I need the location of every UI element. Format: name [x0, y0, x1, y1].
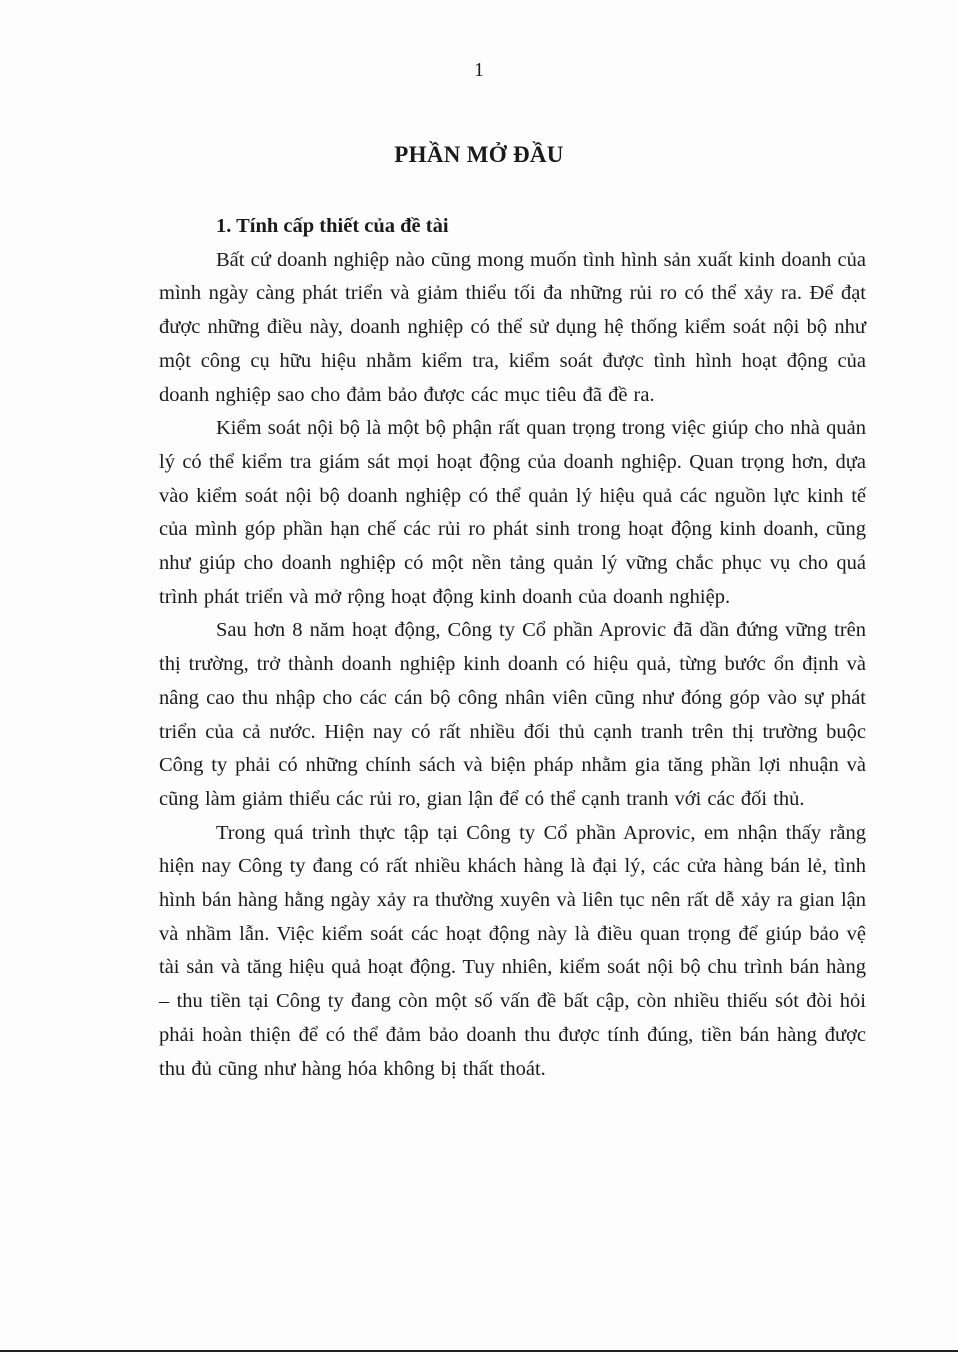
page-title: PHẦN MỞ ĐẦU: [394, 142, 564, 167]
paragraph-2: Kiểm soát nội bộ là một bộ phận rất quan trọng trong việc giúp cho nhà quản lý có thể kiểm tra giám sát mọi hoạt động của doanh nghiệp. Quan trọng hơn, dựa vào kiểm soát nội bộ doanh nghiệp có thể quản lý hiệu quả các nguồn lực kinh tế của mình góp phần hạn chế các rủi ro phát sinh trong hoạt động kinh doanh, cũng như giúp cho doanh nghiệp có một nền tảng quản lý vững chắc phục vụ cho quá trình phát triển và mở rộng hoạt động kinh doanh của doanh nghiệp.: [159, 417, 866, 608]
paragraph-3: Sau hơn 8 năm hoạt động, Công ty Cổ phần Aprovic đã dần đứng vững trên thị trường, trở thành doanh nghiệp kinh doanh có hiệu quả, từng bước ổn định và nâng cao thu nhập cho các cán bộ công nhân viên cũng như đóng góp vào sự phát triển của cả nước. Hiện nay có rất nhiều đối thủ cạnh tranh trên thị trường buộc Công ty phải có những chính sách và biện pháp nhằm gia tăng phần lợi nhuận và cũng làm giảm thiểu các rủi ro, gian lận để có thể cạnh tranh với các đối thủ.: [159, 619, 866, 810]
section-body: [159, 210, 866, 1086]
section-heading: 1. Tính cấp thiết của đề tài: [216, 215, 449, 237]
paragraph-4: Trong quá trình thực tập tại Công ty Cổ phần Aprovic, em nhận thấy rằng hiện nay Công ty đang có rất nhiều khách hàng là đại lý, các cửa hàng bán lẻ, tình hình bán hàng hằng ngày xảy ra thường xuyên và liên tục nên rất dễ xảy ra gian lận và nhầm lẫn. Việc kiểm soát các hoạt động này là điều quan trọng để giúp bảo vệ tài sản và tăng hiệu quả hoạt động. Tuy nhiên, kiểm soát nội bộ chu trình bán hàng – thu tiền tại Công ty đang còn một số vấn đề bất cập, còn nhiều thiếu sót đòi hỏi phải hoàn thiện để có thể đảm bảo doanh thu được tính đúng, tiền bán hàng được thu đủ cũng như hàng hóa không bị thất thoát.: [159, 821, 866, 1080]
bottom-divider: [0, 1350, 958, 1352]
page-number: 1: [474, 59, 484, 81]
paragraph-1: Bất cứ doanh nghiệp nào cũng mong muốn tình hình sản xuất kinh doanh của mình ngày càng phát triển và giảm thiểu tối đa những rủi ro có thể xảy ra. Để đạt được những điều này, doanh nghiệp có thể sử dụng hệ thống kiểm soát nội bộ như một công cụ hữu hiệu nhằm kiểm tra, kiểm soát được tình hình hoạt động của doanh nghiệp sao cho đảm bảo được các mục tiêu đã đề ra.: [159, 248, 866, 406]
